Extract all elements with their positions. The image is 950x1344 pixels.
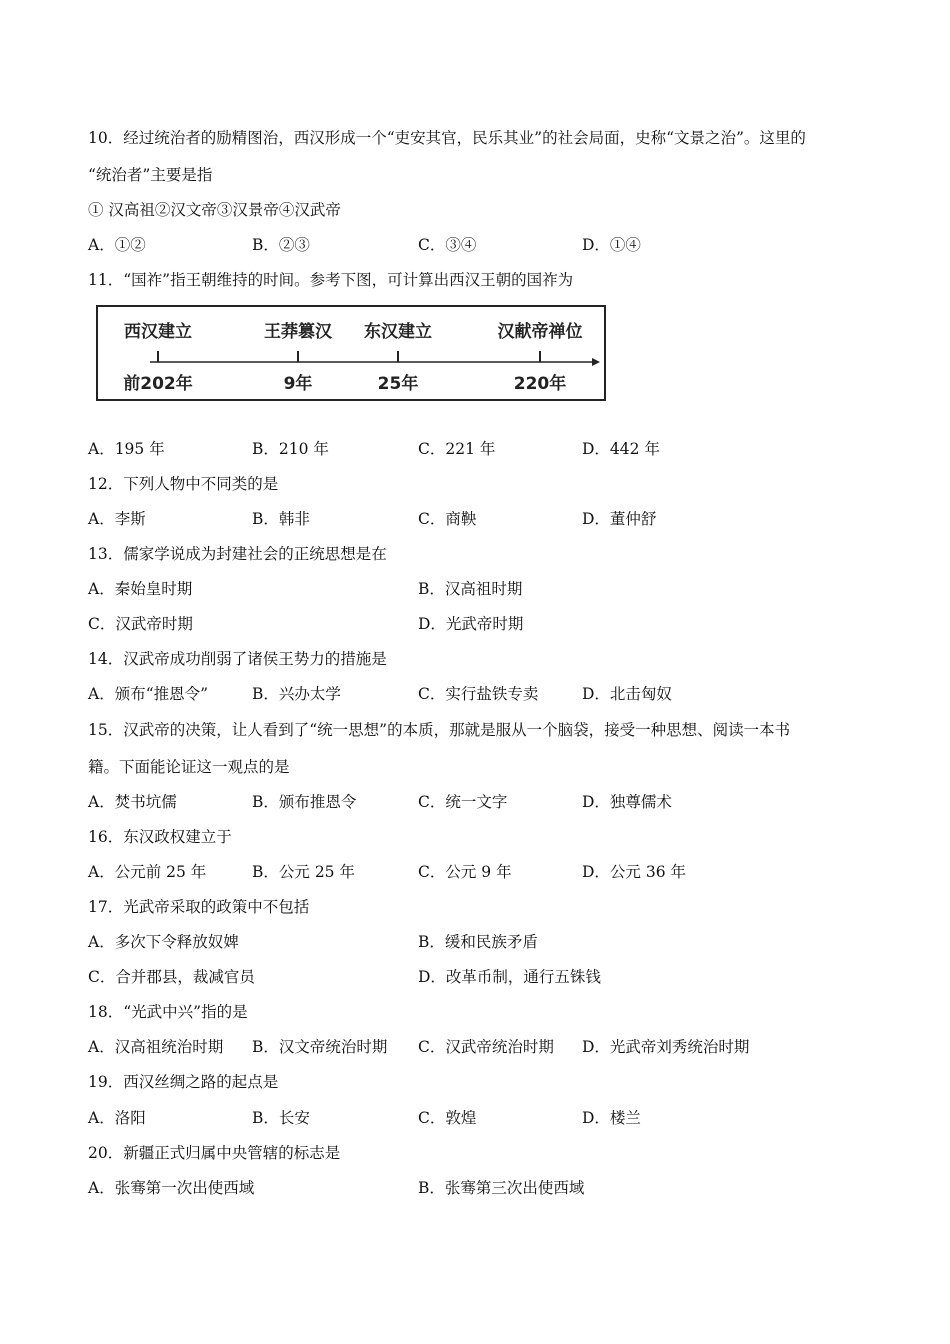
q14-stem: 14．汉武帝成功削弱了诸侯王势力的措施是 bbox=[88, 650, 387, 668]
q17-option-b: B．缓和民族矛盾 bbox=[418, 933, 538, 951]
q12-option-b: B．韩非 bbox=[252, 510, 310, 528]
timeline-svg bbox=[98, 307, 604, 399]
q13-option-a: A．秦始皇时期 bbox=[88, 580, 193, 598]
q16-option-b: B．公元 25 年 bbox=[252, 863, 355, 881]
q15-stem-line-1: 15．汉武帝的决策，让人看到了“统一思想”的本质，那就是服从一个脑袋，接受一种思想、阅读一本书 bbox=[88, 721, 791, 739]
q17-option-c: C．合并郡县，裁减官员 bbox=[88, 968, 255, 986]
q10-stem-line-1: 10．经过统治者的励精图治，西汉形成一个“吏安其官，民乐其业”的社会局面，史称“文景之治”。这里的 bbox=[88, 129, 806, 147]
q15-option-d: D．独尊儒术 bbox=[582, 793, 672, 811]
q18-option-c: C．汉武帝统治时期 bbox=[418, 1038, 554, 1056]
q10-option-b: B．②③ bbox=[252, 236, 310, 254]
timeline-year-4: 220年 bbox=[513, 374, 567, 394]
q17-option-a: A．多次下令释放奴婢 bbox=[88, 933, 239, 951]
q13-option-b: B．汉高祖时期 bbox=[418, 580, 523, 598]
q15-option-b: B．颁布推恩令 bbox=[252, 793, 357, 811]
q14-option-b: B．兴办太学 bbox=[252, 685, 341, 703]
q15-stem-line-2: 籍。下面能论证这一观点的是 bbox=[88, 758, 290, 776]
q12-option-d: D．董仲舒 bbox=[582, 510, 657, 528]
q14-option-c: C．实行盐铁专卖 bbox=[418, 685, 539, 703]
q12-option-a: A．李斯 bbox=[88, 510, 146, 528]
q20-option-a: A．张骞第一次出使西域 bbox=[88, 1179, 255, 1197]
q19-option-c: C．敦煌 bbox=[418, 1109, 477, 1127]
timeline-event-3: 东汉建立 bbox=[364, 322, 432, 342]
timeline-event-2: 王莽篡汉 bbox=[264, 322, 332, 342]
q14-option-a: A．颁布“推恩令” bbox=[88, 685, 209, 703]
q12-stem: 12．下列人物中不同类的是 bbox=[88, 475, 279, 493]
q18-stem: 18．“光武中兴”指的是 bbox=[88, 1003, 248, 1021]
q10-option-d: D．①④ bbox=[582, 236, 641, 254]
q13-stem: 13．儒家学说成为封建社会的正统思想是在 bbox=[88, 545, 387, 563]
q20-stem: 20．新疆正式归属中央管辖的标志是 bbox=[88, 1144, 341, 1162]
timeline-figure bbox=[96, 305, 606, 401]
timeline-event-4: 汉献帝禅位 bbox=[497, 322, 583, 342]
q11-option-b: B．210 年 bbox=[252, 440, 329, 458]
q10-stem-line-2: “统治者”主要是指 bbox=[88, 166, 213, 184]
q17-option-d: D．改革币制，通行五铢钱 bbox=[418, 968, 601, 986]
q16-option-c: C．公元 9 年 bbox=[418, 863, 512, 881]
q16-stem: 16．东汉政权建立于 bbox=[88, 828, 232, 846]
q18-option-b: B．汉文帝统治时期 bbox=[252, 1038, 388, 1056]
q13-option-d: D．光武帝时期 bbox=[418, 615, 524, 633]
q19-option-a: A．洛阳 bbox=[88, 1109, 146, 1127]
q16-option-a: A．公元前 25 年 bbox=[88, 863, 207, 881]
q20-option-b: B．张骞第三次出使西域 bbox=[418, 1179, 585, 1197]
q15-option-c: C．统一文字 bbox=[418, 793, 508, 811]
q10-option-c: C．③④ bbox=[418, 236, 477, 254]
q17-stem: 17．光武帝采取的政策中不包括 bbox=[88, 898, 310, 916]
q11-option-c: C．221 年 bbox=[418, 440, 496, 458]
q13-option-c: C．汉武帝时期 bbox=[88, 615, 193, 633]
timeline-year-1: 前202年 bbox=[123, 374, 193, 394]
q19-option-d: D．楼兰 bbox=[582, 1109, 641, 1127]
timeline-arrow bbox=[592, 358, 600, 366]
q10-option-a: A．①② bbox=[88, 236, 146, 254]
timeline-year-3: 25年 bbox=[377, 374, 419, 394]
q11-stem-line-1: 11．“国祚”指王朝维持的时间。参考下图，可计算出西汉王朝的国祚为 bbox=[88, 271, 574, 289]
q15-option-a: A．焚书坑儒 bbox=[88, 793, 177, 811]
q16-option-d: D．公元 36 年 bbox=[582, 863, 687, 881]
timeline-year-2: 9年 bbox=[283, 374, 313, 394]
q11-option-a: A．195 年 bbox=[88, 440, 165, 458]
q10-stem-line-3: ① 汉高祖②汉文帝③汉景帝④汉武帝 bbox=[88, 201, 341, 219]
timeline-event-1: 西汉建立 bbox=[124, 322, 192, 342]
q12-option-c: C．商鞅 bbox=[418, 510, 477, 528]
q18-option-d: D．光武帝刘秀统治时期 bbox=[582, 1038, 750, 1056]
q19-stem: 19．西汉丝绸之路的起点是 bbox=[88, 1073, 279, 1091]
q19-option-b: B．长安 bbox=[252, 1109, 310, 1127]
q18-option-a: A．汉高祖统治时期 bbox=[88, 1038, 224, 1056]
q11-option-d: D．442 年 bbox=[582, 440, 660, 458]
q14-option-d: D．北击匈奴 bbox=[582, 685, 672, 703]
